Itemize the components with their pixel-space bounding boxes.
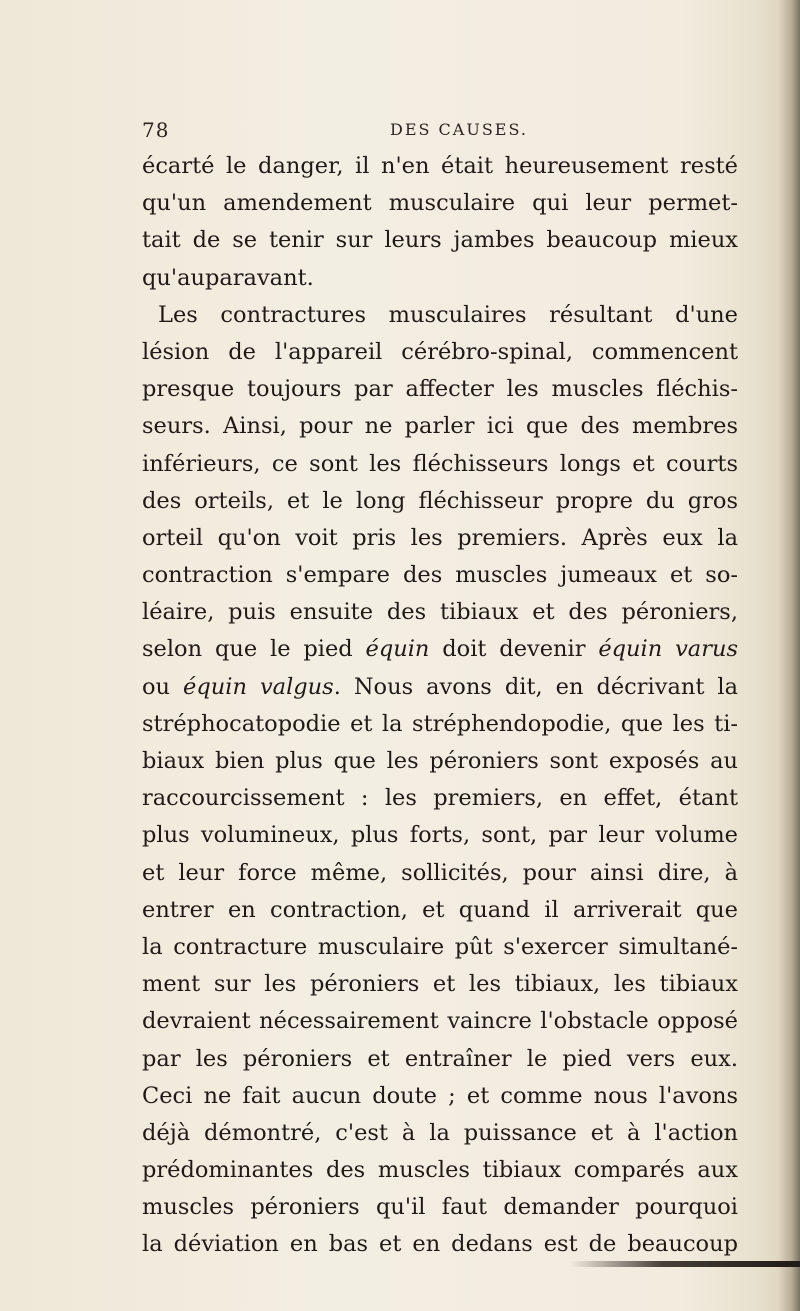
text-line: prédominantes des muscles tibiaux comparés aux (142, 1157, 738, 1184)
text-line: des orteils, et le long fléchisseur propre du gros (142, 487, 738, 514)
text-line: déjà démontré, c'est à la puissance et à l'action (142, 1119, 738, 1146)
page-number: 78 (142, 118, 170, 142)
text-line: devraient nécessairement vaincre l'obstacle opposé (142, 1008, 738, 1035)
text-line: seurs. Ainsi, pour ne parler ici que des membres (142, 413, 738, 440)
text-line: raccourcissement : les premiers, en effet, étant (142, 785, 738, 812)
text-line: lésion de l'appareil cérébro-spinal, commencent (142, 338, 738, 365)
italic-term: équin (365, 636, 430, 663)
page-gutter-shadow (778, 0, 800, 1311)
text-line: plus volumineux, plus forts, sont, par leur volume (142, 822, 738, 849)
text-line: selon que le pied équin doit devenir équin varus (142, 636, 738, 663)
text-line: la contracture musculaire pût s'exercer simultané- (142, 933, 738, 960)
text-line: ment sur les péroniers et les tibiaux, les tibiaux (142, 971, 738, 998)
text-line: tait de se tenir sur leurs jambes beaucoup mieux (142, 227, 738, 254)
running-head: DES CAUSES. (390, 120, 528, 139)
text-line: la déviation en bas et en dedans est de beaucoup (142, 1231, 738, 1258)
text-line: biaux bien plus que les péroniers sont exposés au (142, 748, 738, 774)
body-text (142, 148, 738, 1264)
text-line: muscles péroniers qu'il faut demander pourquoi (142, 1194, 738, 1221)
text-line: stréphocatopodie et la stréphendopodie, que les ti- (142, 710, 738, 737)
text-line: orteil qu'on voit pris les premiers. Après eux la (142, 524, 738, 551)
italic-term: équin valgus (183, 673, 334, 700)
text-line: écarté le danger, il n'en était heureusement resté (142, 153, 738, 179)
text-line: par les péroniers et entraîner le pied vers eux. (142, 1045, 738, 1072)
paragraph-start-line: Les contractures musculaires résultant d'une (158, 301, 738, 328)
text-line: qu'auparavant. (142, 264, 314, 291)
text-line: contraction s'empare des muscles jumeaux et so- (142, 562, 738, 589)
text-line: et leur force même, sollicités, pour ainsi dire, à (142, 859, 738, 886)
text-line: entrer en contraction, et quand il arriverait que (142, 896, 738, 923)
text-line: ou équin valgus. Nous avons dit, en décrivant la (142, 673, 739, 700)
text-line: Ceci ne fait aucun doute ; et comme nous l'avons (142, 1082, 738, 1109)
text-line: inférieurs, ce sont les fléchisseurs longs et courts (142, 450, 738, 477)
italic-term: équin varus (598, 636, 738, 663)
text-line: qu'un amendement musculaire qui leur permet- (142, 190, 738, 217)
text-line: léaire, puis ensuite des tibiaux et des péroniers, (142, 599, 738, 626)
page-header (142, 118, 732, 152)
text-line: presque toujours par affecter les muscles fléchis- (142, 376, 738, 403)
